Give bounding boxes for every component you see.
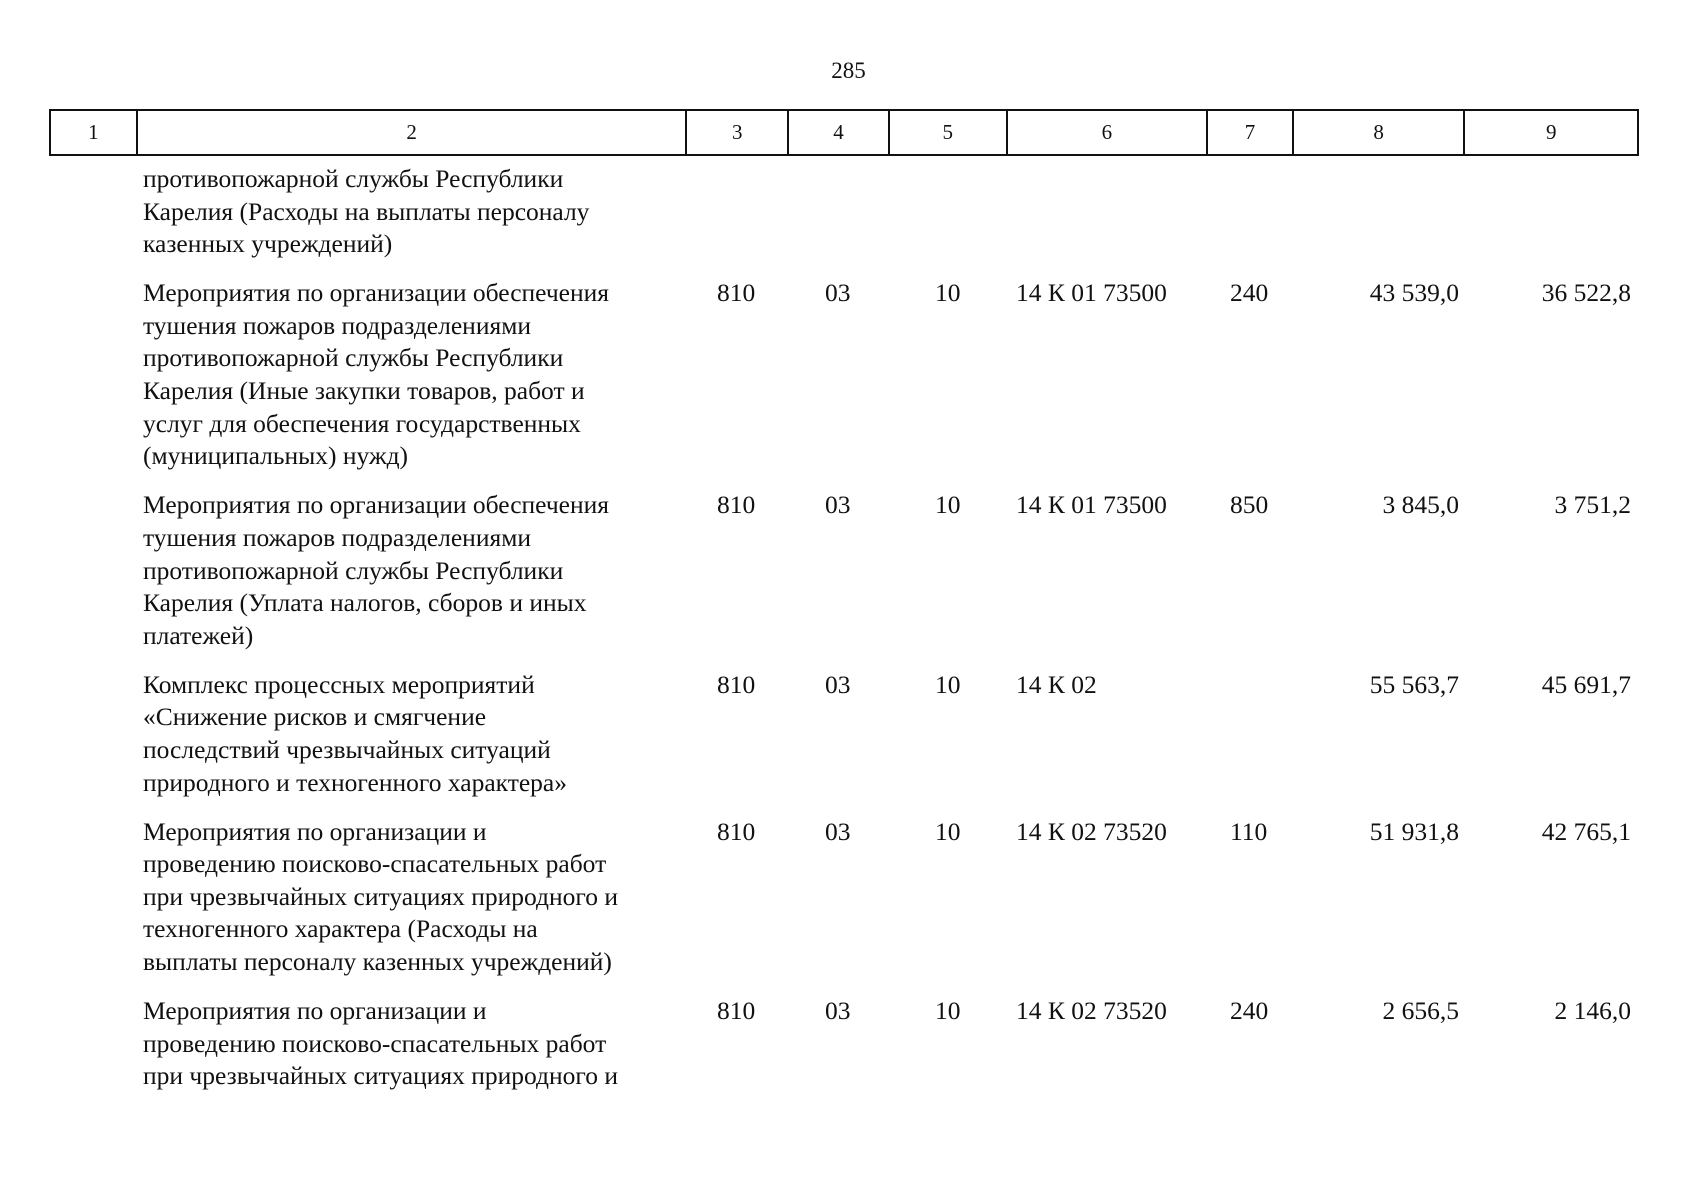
row-col-7: 240 (1230, 996, 1269, 1026)
row-col-3 (687, 163, 789, 261)
row-col-6: 14 К 02 73520 (1016, 816, 1167, 846)
row-description: Мероприятия по организации обеспечения тушения пожаров подразделениями противопожарной службы Республики Карелия (Уплата налогов, сборов и иных платежей) (143, 490, 610, 650)
row-description: противопожарной службы Республики Карелия (Расходы на выплаты персоналу казенных учреждений) (143, 164, 590, 259)
row-col-4: 03 (825, 816, 851, 846)
row-col-8: 3 845,0 (1382, 490, 1459, 520)
row-col-6: 14 К 01 73500 (1016, 278, 1167, 308)
table-row (49, 163, 1639, 261)
row-col-5 (890, 163, 1008, 261)
row-col-8: 2 656,5 (1382, 996, 1459, 1026)
row-description: Мероприятия по организации и проведению поисково-спасательных работ при чрезвычайных ситуациях природного и (143, 996, 618, 1091)
header-col-9: 9 (1545, 120, 1557, 144)
header-col-4: 4 (789, 111, 890, 154)
table-row (49, 669, 1639, 799)
table-row (49, 277, 1639, 473)
row-col-9: 45 691,7 (1541, 669, 1631, 699)
row-col-9: 36 522,8 (1541, 278, 1631, 308)
row-col-5: 10 (935, 490, 961, 520)
header-col-8: 8 (1294, 111, 1466, 154)
table-body (49, 163, 1639, 1109)
row-col-8: 43 539,0 (1369, 278, 1459, 308)
row-col-6: 14 К 02 73520 (1016, 996, 1167, 1026)
header-col-6: 6 (1008, 111, 1209, 154)
row-col-3: 810 (717, 669, 756, 699)
row-col-3: 810 (717, 278, 756, 308)
row-description: Мероприятия по организации и проведению поисково-спасательных работ при чрезвычайных ситуациях природного и техногенного характера (Расходы на выплаты персоналу казенных учреждений) (143, 816, 618, 977)
row-col-3: 810 (717, 490, 756, 520)
row-col-5: 10 (935, 669, 961, 699)
row-col-7: 110 (1230, 816, 1268, 846)
header-col-2: 2 (138, 111, 688, 154)
row-col-9: 3 751,2 (1554, 490, 1631, 520)
row-col-6: 14 К 02 (1016, 669, 1097, 699)
table-row (49, 489, 1639, 652)
row-col-9 (1467, 163, 1639, 261)
page-number: 285 (831, 58, 866, 83)
row-col-8: 51 931,8 (1369, 816, 1459, 846)
row-description: Комплекс процессных мероприятий «Снижение рисков и смягчение последствий чрезвычайных ситуаций природного и техногенного характера» (143, 669, 567, 797)
row-col-5: 10 (935, 816, 961, 846)
row-col-4: 03 (825, 490, 851, 520)
row-col-9: 42 765,1 (1541, 816, 1631, 846)
row-col-9: 2 146,0 (1554, 996, 1631, 1026)
row-col-6 (1008, 163, 1209, 261)
header-col-7: 7 (1208, 111, 1294, 154)
table-row (49, 995, 1639, 1093)
table-row (49, 816, 1639, 979)
row-col-7 (1209, 163, 1295, 261)
row-col-5: 10 (935, 278, 961, 308)
row-col-4: 03 (825, 278, 851, 308)
row-col-4 (789, 163, 890, 261)
row-col-8 (1295, 163, 1467, 261)
header-col-1: 1 (51, 111, 138, 154)
table-header (49, 109, 1639, 156)
row-col-7: 850 (1230, 490, 1269, 520)
row-col-3: 810 (717, 996, 756, 1026)
row-col-7 (1209, 669, 1295, 799)
row-col-5: 10 (935, 996, 961, 1026)
row-col-8: 55 563,7 (1369, 669, 1459, 699)
row-col-6: 14 К 01 73500 (1016, 490, 1167, 520)
row-col-4: 03 (825, 996, 851, 1026)
row-col-3: 810 (717, 816, 756, 846)
header-col-5: 5 (890, 111, 1008, 154)
header-col-3: 3 (687, 111, 789, 154)
row-col-7: 240 (1230, 278, 1269, 308)
row-col-4: 03 (825, 669, 851, 699)
row-description: Мероприятия по организации обеспечения тушения пожаров подразделениями противопожарной службы Республики Карелия (Иные закупки товаров, работ и услуг для обеспечения государственных (муниципальных) нужд) (143, 278, 610, 471)
